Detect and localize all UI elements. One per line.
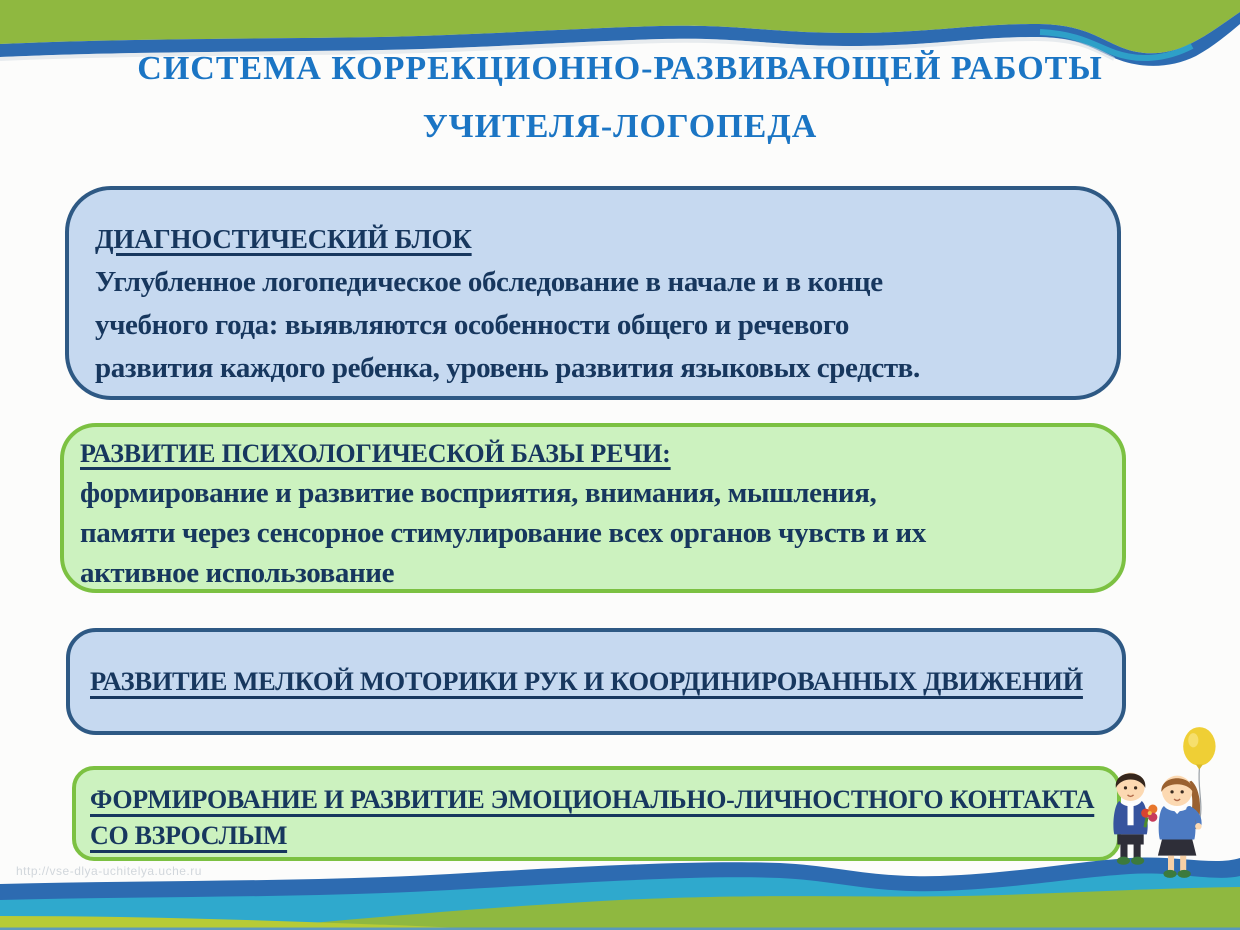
page-title [0,40,1240,156]
boy-figure [1113,773,1157,865]
diagnostic-body-line: развития каждого ребенка, уровень развития языковых средств. [95,352,920,384]
diagnostic-block-heading: ДИАГНОСТИЧЕСКИЙ БЛОК [95,224,472,254]
motor-skills-card [66,628,1126,735]
psych-base-body-line: памяти через сенсорное стимулирование всех органов чувств и их [80,517,926,549]
girl-figure [1158,776,1202,878]
children-clipart [1100,720,1236,884]
motor-skills-heading: РАЗВИТИЕ МЕЛКОЙ МОТОРИКИ РУК И КООРДИНИРОВАННЫХ ДВИЖЕНИЙ [90,666,1083,696]
diagnostic-body-line: Углубленное логопедическое обследование в начале и в конце [95,266,883,298]
diagnostic-body-line: учебного года: выявляются особенности общего и речевого [95,309,850,341]
emotional-contact-line: СО ВЗРОСЛЫМ [90,821,288,850]
title-line-1: СИСТЕМА КОРРЕКЦИОННО-РАЗВИВАЮЩЕЙ РАБОТЫ [137,50,1103,87]
watermark-url: http://vse-dlya-uchitelya.uche.ru [16,864,202,878]
psych-base-body-line: формирование и развитие восприятия, внимания, мышления, [80,477,877,509]
diagnostic-block-card [65,186,1121,400]
emotional-contact-line: ФОРМИРОВАНИЕ И РАЗВИТИЕ ЭМОЦИОНАЛЬНО-ЛИЧНОСТНОГО КОНТАКТА [90,785,1095,814]
psych-base-body-line: активное использование [80,557,395,589]
bottom-wave-decoration [0,854,1240,930]
title-line-2: УЧИТЕЛЯ-ЛОГОПЕДА [422,108,818,145]
psych-base-card [60,423,1126,593]
psych-base-heading: РАЗВИТИЕ ПСИХОЛОГИЧЕСКОЙ БАЗЫ РЕЧИ: [80,439,671,468]
emotional-contact-card [72,766,1121,861]
